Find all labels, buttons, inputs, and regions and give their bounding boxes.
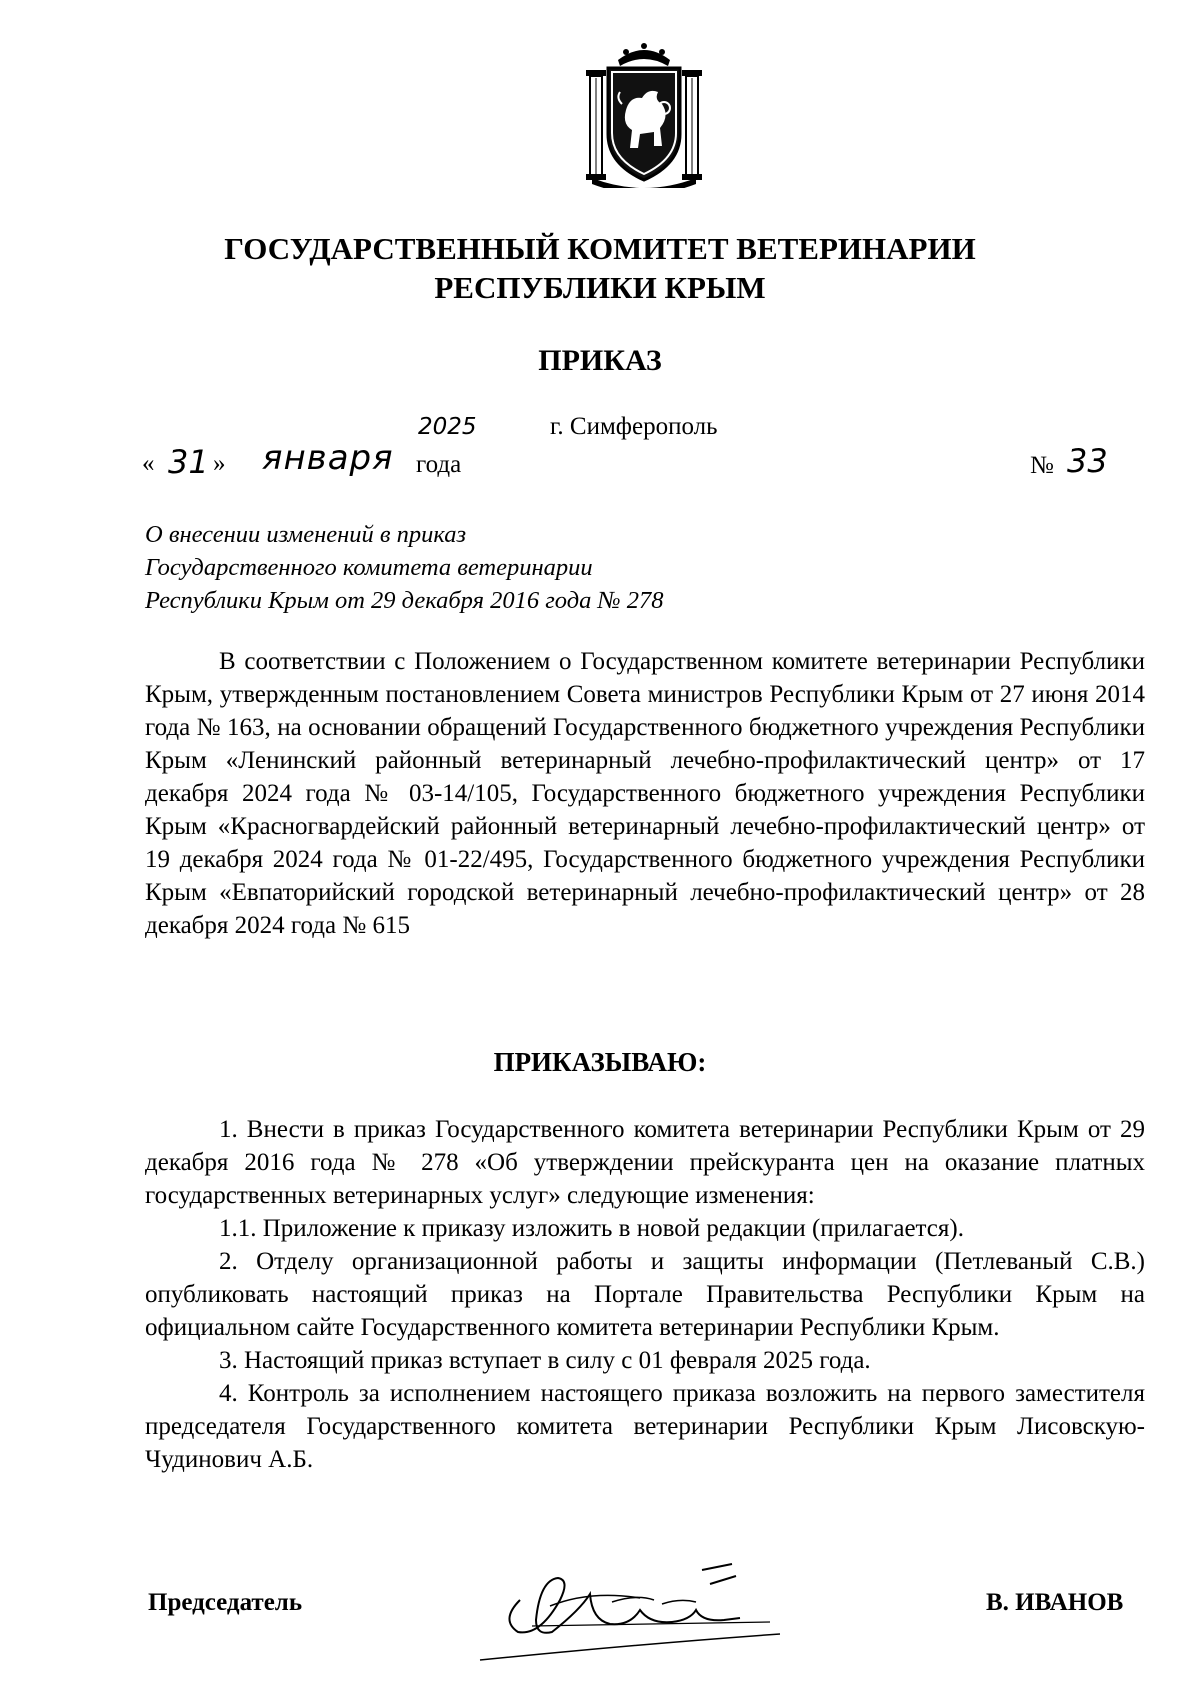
order-subject <box>145 518 663 617</box>
signatory-name: В. ИВАНОВ <box>986 1589 1124 1616</box>
date-year-suffix: года <box>416 451 462 478</box>
order-items <box>145 1113 1145 1476</box>
order-item: 1.1. Приложение к приказу изложить в новой редакции (прилагается). <box>219 1215 964 1242</box>
order-item: 3. Настоящий приказ вступает в силу с 01 февраля 2025 года. <box>219 1347 871 1374</box>
order-number-label: № <box>1030 452 1054 479</box>
organization-name-line1: ГОСУДАРСТВЕННЫЙ КОМИТЕТ ВЕТЕРИНАРИИ <box>224 231 976 266</box>
date-quote-open: « <box>142 450 155 477</box>
preamble-paragraph: В соответствии с Положением о Государственном комитете ветеринарии Республики Крым, утвержденным постановлением Совета министров Республики Крым от 27 июня 2014 года № 163, на основании обращений Государственного бюджетного учреждения Республики Крым «Ленинский районный ветеринарный лечебно-профилактический центр» от 17 декабря 2024 года № 03-14/105, Государственного бюджетного учреждения Республики Крым «Красногвардейский районный ветеринарный лечебно-профилактический центр» от 19 декабря 2024 года № 01-22/495, Государственного бюджетного учреждения Республики Крым «Евпаторийский городской ветеринарный лечебно-профилактический центр» от 28 декабря 2024 года № 615 <box>145 648 1145 939</box>
subject-line: Республики Крым от 29 декабря 2016 года № 278 <box>145 587 664 614</box>
subject-line: О внесении изменений в приказ <box>145 521 467 548</box>
order-item: 1. Внести в приказ Государственного комитета ветеринарии Республики Крым от 29 декабря 2016 года № 278 «Об утверждении прейскуранта цен на оказание платных государственных ветеринарных услуг» следующие изменения: <box>145 1116 1145 1209</box>
subject-line: Государственного комитета ветеринарии <box>145 554 593 581</box>
date-quote-close: » <box>213 450 226 477</box>
organization-name-line2: РЕСПУБЛИКИ КРЫМ <box>434 270 766 305</box>
signatory-position: Председатель <box>148 1589 303 1616</box>
date-day: 31 <box>168 443 209 481</box>
order-item: 2. Отделу организационной работы и защиты информации (Петлеваный С.В.) опубликовать настоящий приказ на Портале Правительства Республики Крым на официальном сайте Государственного комитета ветеринарии Республики Крым. <box>145 1248 1145 1341</box>
order-item: 4. Контроль за исполнением настоящего приказа возложить на первого заместителя председателя Государственного комитета ветеринарии Республики Крым Лисовскую-Чудинович А.Б. <box>145 1380 1145 1473</box>
handwritten-signature-icon <box>440 1540 880 1690</box>
document-type-title: ПРИКАЗ <box>538 344 662 377</box>
order-directive-heading: ПРИКАЗЫВАЮ: <box>493 1047 707 1077</box>
city-label: г. Симферополь <box>550 413 718 440</box>
date-year: 2025 <box>418 414 477 440</box>
date-month: января <box>262 438 394 478</box>
crimea-coat-of-arms-icon <box>578 38 710 188</box>
preamble <box>145 645 1145 942</box>
order-number: 33 <box>1067 442 1108 480</box>
